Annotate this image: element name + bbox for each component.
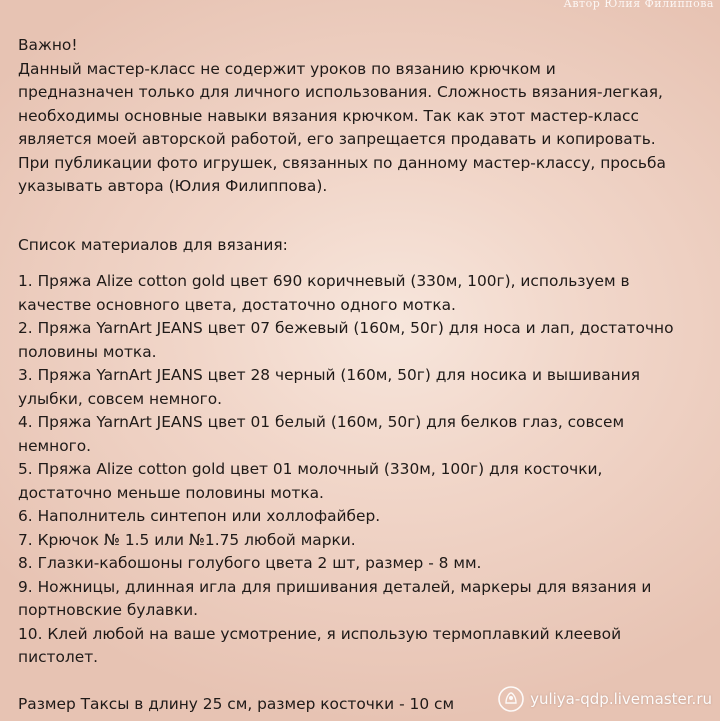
notice-line: предназначен только для личного использования. Сложность вязания-легкая, — [18, 83, 663, 101]
list-item: 6. Наполнитель синтепон или холлофайбер. — [18, 507, 381, 525]
list-item: немного. — [18, 436, 92, 455]
content — [18, 34, 708, 716]
notice-line: указывать автора (Юлия Филиппова). — [18, 177, 328, 195]
notice-line: является моей авторской работой, его запрещается продавать и копировать. — [18, 130, 656, 148]
list-item: 9. Ножницы, длинная игла для пришивания деталей, маркеры для вязания и — [18, 577, 652, 596]
watermark-author: Автор Юлия Филиппова — [563, 0, 714, 10]
list-item: 3. Пряжа YarnArt JEANS цвет 28 черный (160м, 50г) для носика и вышивания — [18, 366, 640, 384]
list-item: 5. Пряжа Alize cotton gold цвет 01 молочный (330м, 100г) для косточки, — [18, 460, 603, 478]
list-item: половины мотка. — [18, 342, 157, 361]
list-item: 7. Крючок № 1.5 или №1.75 любой марки. — [18, 530, 356, 549]
list-item: портновские булавки. — [18, 601, 199, 619]
notice-line: При публикации фото игрушек, связанных по данному мастер-классу, просьба — [18, 153, 666, 172]
list-item: 4. Пряжа YarnArt JEANS цвет 01 белый (160м, 50г) для белков глаз, совсем — [18, 413, 625, 431]
list-item: 2. Пряжа YarnArt JEANS цвет 07 бежевый (160м, 50г) для носа и лап, достаточно — [18, 319, 674, 337]
notice-line: необходимы основные навыки вязания крючком. Так как этот мастер-класс — [18, 106, 639, 125]
notice-line: Данный мастер-класс не содержит уроков по вязанию крючком и — [18, 59, 556, 78]
materials-list — [18, 270, 708, 670]
watermark-site-text: yuliya-qdp.livemaster.ru — [530, 690, 712, 708]
list-item: 8. Глазки-кабошоны голубого цвета 2 шт, размер - 8 мм. — [18, 554, 482, 572]
list-item: достаточно меньше половины мотка. — [18, 483, 324, 502]
livemaster-logo-icon — [498, 686, 524, 712]
list-item: качестве основного цвета, достаточно одного мотка. — [18, 295, 456, 314]
size-line: Размер Таксы в длину 25 см, размер косточки - 10 см — [18, 694, 455, 713]
notice-heading: Важно! — [18, 36, 78, 54]
watermark-site — [498, 686, 712, 712]
list-item: 1. Пряжа Alize cotton gold цвет 690 коричневый (330м, 100г), используем в — [18, 272, 630, 290]
materials-title: Список материалов для вязания: — [18, 235, 288, 254]
list-item: пистолет. — [18, 648, 99, 666]
list-item: улыбки, совсем немного. — [18, 389, 223, 408]
list-item: 10. Клей любой на ваше усмотрение, я использую термоплавкий клеевой — [18, 624, 622, 643]
notice-block — [18, 34, 708, 199]
